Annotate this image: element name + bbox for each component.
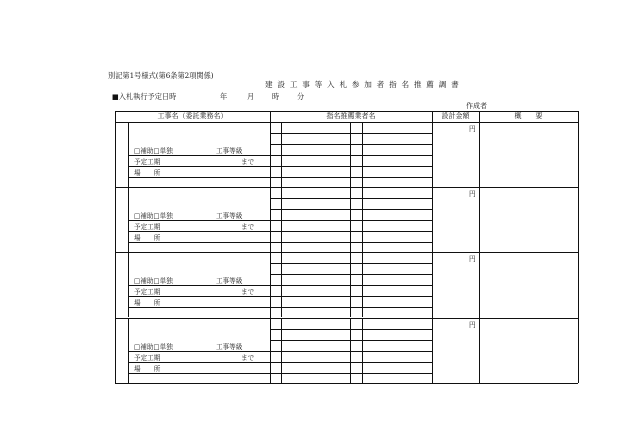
- nominee-row-rule: [270, 373, 432, 374]
- col-rule: [479, 111, 480, 383]
- yen-label: 円: [469, 190, 476, 198]
- nominee-row-rule: [270, 351, 432, 352]
- yen-label: 円: [469, 255, 476, 263]
- project-row-rule: [128, 296, 270, 297]
- subsidy-type-label: □補助□単独: [134, 343, 173, 351]
- location-label: 場 所: [134, 299, 161, 307]
- work-grade-label: 工事等級: [216, 212, 243, 220]
- project-row-rule: [128, 166, 270, 167]
- project-row-rule: [128, 285, 270, 286]
- bid-date-minute: 分: [297, 92, 305, 101]
- nominee-row-rule: [270, 362, 432, 363]
- nominee-row-rule: [270, 166, 432, 167]
- header-project-name: 工事名（委託業務名）: [157, 112, 228, 120]
- project-row-rule: [128, 231, 270, 232]
- scheduled-period-label: 予定工期: [134, 223, 161, 231]
- project-row-rule: [128, 351, 270, 352]
- project-row-rule: [128, 373, 270, 374]
- header-overview: 概 要: [514, 112, 543, 120]
- nominee-row-rule: [270, 263, 432, 264]
- table-left-border: [115, 111, 116, 383]
- until-label: まで: [241, 223, 255, 231]
- nominee-row-rule: [270, 144, 432, 145]
- bid-date-month: 月: [247, 92, 255, 101]
- header-design-amount: 設計金額: [441, 112, 470, 120]
- nominee-row-rule: [270, 296, 432, 297]
- work-grade-label: 工事等級: [216, 147, 243, 155]
- project-row-rule: [128, 155, 270, 156]
- project-row-rule: [128, 242, 270, 243]
- subsidy-type-label: □補助□単独: [134, 277, 173, 285]
- block-border: [115, 318, 578, 319]
- header-nominees: 指名推薦業者名: [326, 112, 376, 120]
- bid-date-label: ■入札執行予定日時: [112, 92, 177, 101]
- block-border: [115, 252, 578, 253]
- form-label: 別記第1号様式(第6条第2項関係): [108, 71, 214, 80]
- project-row-rule: [128, 307, 270, 308]
- nominee-row-rule: [270, 285, 432, 286]
- scheduled-period-label: 予定工期: [134, 288, 161, 296]
- nominee-row-rule: [270, 274, 432, 275]
- nominee-row-rule: [270, 209, 432, 210]
- scheduled-period-label: 予定工期: [134, 158, 161, 166]
- document-title: 建 設 工 事 等 入 札 参 加 者 指 名 推 薦 調 書: [265, 80, 460, 89]
- block-border: [115, 187, 578, 188]
- table-header-border: [115, 122, 578, 123]
- location-label: 場 所: [134, 365, 161, 373]
- nominee-row-rule: [270, 340, 432, 341]
- subsidy-type-label: □補助□単独: [134, 147, 173, 155]
- table-right-border: [578, 111, 579, 383]
- nominee-row-rule: [270, 307, 432, 308]
- col-rule: [432, 111, 433, 383]
- location-label: 場 所: [134, 234, 161, 242]
- nominee-row-rule: [270, 220, 432, 221]
- nominee-row-rule: [270, 155, 432, 156]
- project-row-rule: [128, 177, 270, 178]
- table-top-border: [115, 111, 578, 112]
- table-bottom-border: [115, 383, 578, 384]
- until-label: まで: [241, 354, 255, 362]
- nominee-row-rule: [270, 329, 432, 330]
- until-label: まで: [241, 288, 255, 296]
- until-label: まで: [241, 158, 255, 166]
- scheduled-period-label: 予定工期: [134, 354, 161, 362]
- nominee-row-rule: [270, 231, 432, 232]
- location-label: 場 所: [134, 169, 161, 177]
- nominee-row-rule: [270, 133, 432, 134]
- project-row-rule: [128, 362, 270, 363]
- subsidy-type-label: □補助□単独: [134, 212, 173, 220]
- work-grade-label: 工事等級: [216, 343, 243, 351]
- col-rule: [270, 111, 271, 383]
- yen-label: 円: [469, 125, 476, 133]
- bid-date-year: 年: [220, 92, 228, 101]
- nominee-row-rule: [270, 242, 432, 243]
- project-row-rule: [128, 220, 270, 221]
- yen-label: 円: [469, 321, 476, 329]
- nominee-row-rule: [270, 198, 432, 199]
- work-grade-label: 工事等級: [216, 277, 243, 285]
- author-label: 作成者: [466, 102, 487, 110]
- bid-date-hour: 時: [272, 92, 280, 101]
- nominee-row-rule: [270, 177, 432, 178]
